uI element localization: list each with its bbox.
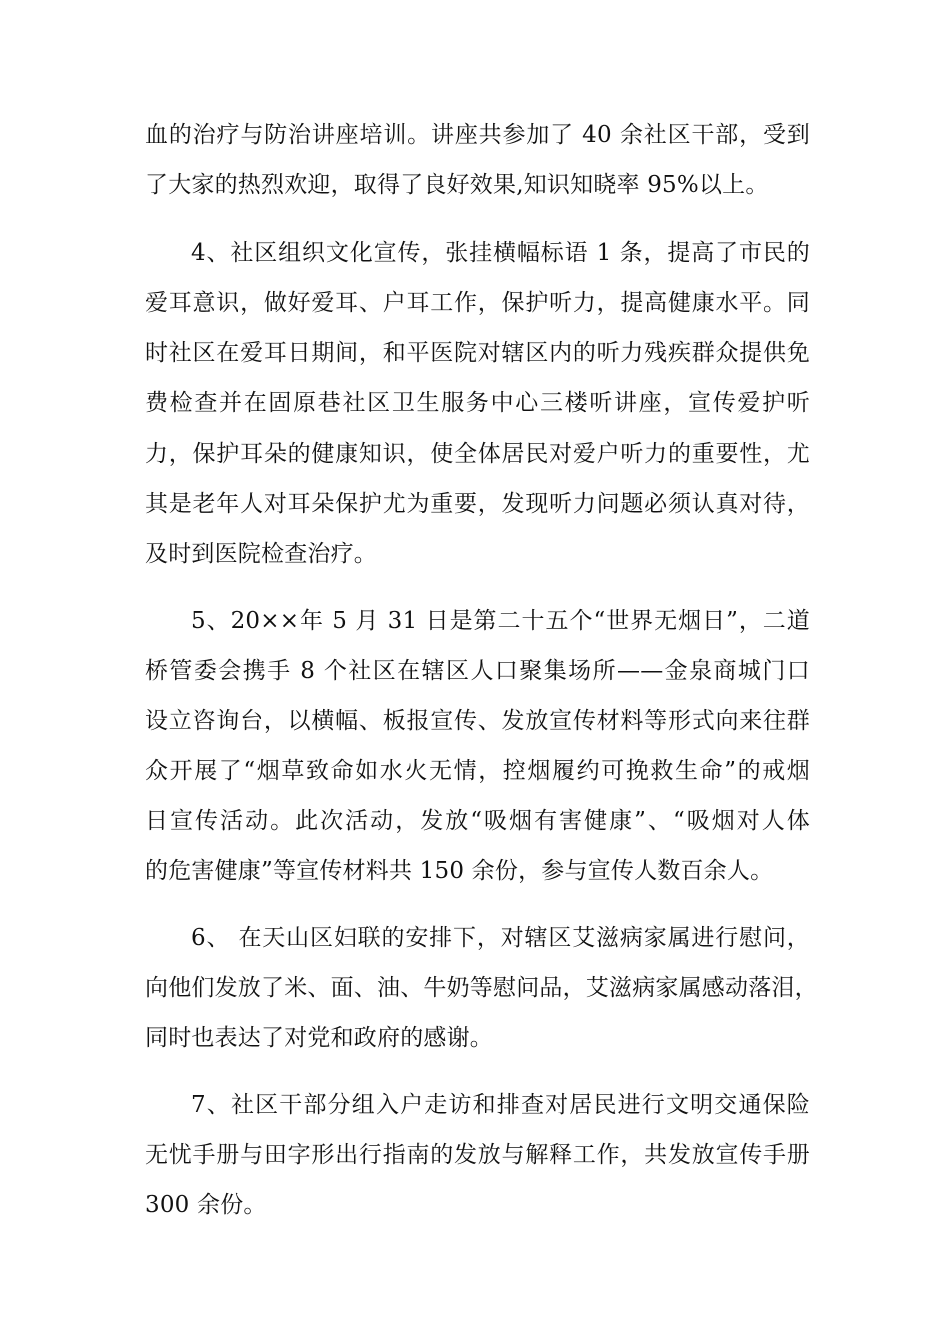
paragraph-item-4-line-2: 爱耳意识，做好爱耳、户耳工作，保护听力，提高健康水平。同 [145,290,810,316]
paragraph-item-6-line-2: 向他们发放了米、面、油、牛奶等慰问品，艾滋病家属感动落泪， [145,975,818,1001]
paragraph-item-5-line-3: 设立咨询台，以横幅、板报宣传、发放宣传材料等形式向来往群 [145,708,810,734]
paragraph-item-6-line-1: 6、 在天山区妇联的安排下，对辖区艾滋病家属进行慰问， [191,925,810,951]
paragraph-item-5-line-6: 的危害健康”等宣传材料共 150 余份，参与宣传人数百余人。 [145,858,774,884]
paragraph-item-4-line-6: 其是老年人对耳朵保护尤为重要，发现听力问题必须认真对待， [145,491,810,517]
paragraph-item-7-line-2: 无忧手册与田字形出行指南的发放与解释工作，共发放宣传手册 [145,1142,810,1168]
paragraph-item-5-line-5: 日宣传活动。此次活动，发放“吸烟有害健康”、“吸烟对人体 [145,808,810,834]
paragraph-item-4-line-5: 力，保护耳朵的健康知识，使全体居民对爱户听力的重要性，尤 [145,441,810,467]
paragraph-item-7-line-1: 7、社区干部分组入户走访和排查对居民进行文明交通保险 [191,1092,810,1118]
paragraph-continuation-line-1: 血的治疗与防治讲座培训。讲座共参加了 40 余社区干部，受到 [145,122,810,148]
paragraph-continuation-line-2: 了大家的热烈欢迎，取得了良好效果,知识知晓率 95%以上。 [145,172,769,198]
paragraph-item-5-line-4: 众开展了“烟草致命如水火无情，控烟履约可挽救生命”的戒烟 [145,758,810,784]
paragraph-item-7-line-3: 300 余份。 [145,1192,267,1218]
paragraph-item-4-line-7: 及时到医院检查治疗。 [145,541,377,567]
paragraph-item-5-line-1: 5、20××年 5 月 31 日是第二十五个“世界无烟日”，二道 [191,608,810,634]
paragraph-item-5-line-2: 桥管委会携手 8 个社区在辖区人口聚集场所——金泉商城门口 [145,658,810,684]
paragraph-item-4-line-4: 费检查并在固原巷社区卫生服务中心三楼听讲座，宣传爱护听 [145,390,810,416]
paragraph-item-6-line-3: 同时也表达了对党和政府的感谢。 [145,1025,493,1051]
paragraph-item-4-line-3: 时社区在爱耳日期间，和平医院对辖区内的听力残疾群众提供免 [145,340,810,366]
paragraph-item-4-line-1: 4、社区组织文化宣传，张挂横幅标语 1 条，提高了市民的 [191,240,810,266]
